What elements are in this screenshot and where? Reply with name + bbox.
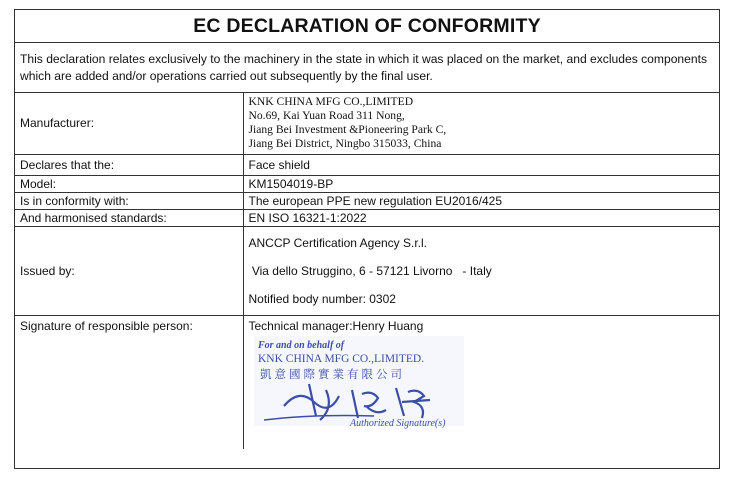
intro-paragraph: This declaration relates exclusively to the machinery in the state in which it was placed on the market, and excludes components which are added and/or operations carried out subsequently by the final user. [15, 43, 719, 93]
conformity-label: Is in conformity with: [15, 192, 243, 209]
declares-label: Declares that the: [15, 154, 243, 175]
issued-agency: ANCCP Certification Agency S.r.l. [248, 235, 428, 250]
row-manufacturer [15, 93, 719, 154]
issued-address: Via dello Struggino, 6 - 57121 Livorno - Italy [248, 263, 492, 278]
svg-text:KNK CHINA MFG CO.,LIMITED.: KNK CHINA MFG CO.,LIMITED. [257, 352, 424, 365]
standards-label: And harmonised standards: [15, 209, 243, 226]
declaration-table [15, 93, 719, 449]
standards-value: EN ISO 16321-1:2022 [243, 209, 719, 226]
conformity-value: The european PPE new regulation EU2016/425 [243, 192, 719, 209]
row-model [15, 175, 719, 192]
row-conformity [15, 192, 719, 209]
signature-label: Signature of responsible person: [15, 315, 243, 449]
model-label: Model: [15, 175, 243, 192]
manufacturer-line: No.69, Kai Yuan Road 311 Nong, [248, 109, 405, 123]
row-standards [15, 209, 719, 226]
document-title: EC DECLARATION OF CONFORMITY [15, 10, 719, 43]
manufacturer-line: Jiang Bei Investment &Pioneering Park C, [248, 123, 447, 137]
row-declares [15, 154, 719, 175]
row-issued [15, 226, 719, 315]
svg-text:凱意國際實業有限公司: 凱意國際實業有限公司 [259, 366, 405, 381]
company-stamp-signature [254, 336, 494, 436]
notified-body-number: Notified body number: 0302 [248, 291, 396, 306]
manufacturer-value [243, 93, 719, 154]
manufacturer-line: KNK CHINA MFG CO.,LIMITED [248, 95, 414, 109]
row-signature [15, 315, 719, 449]
signature-title: Technical manager:Henry Huang [248, 318, 424, 333]
svg-text:For and on behalf of: For and on behalf of [257, 339, 344, 351]
manufacturer-label: Manufacturer: [15, 93, 243, 154]
issued-value [243, 226, 719, 315]
svg-text:Authorized Signature(s): Authorized Signature(s) [349, 417, 445, 429]
declaration-document [14, 9, 720, 469]
declares-value: Face shield [243, 154, 719, 175]
manufacturer-line: Jiang Bei District, Ningbo 315033, China [248, 137, 442, 151]
issued-label: Issued by: [15, 226, 243, 315]
signature-value [243, 315, 719, 449]
model-value: KM1504019-BP [243, 175, 719, 192]
